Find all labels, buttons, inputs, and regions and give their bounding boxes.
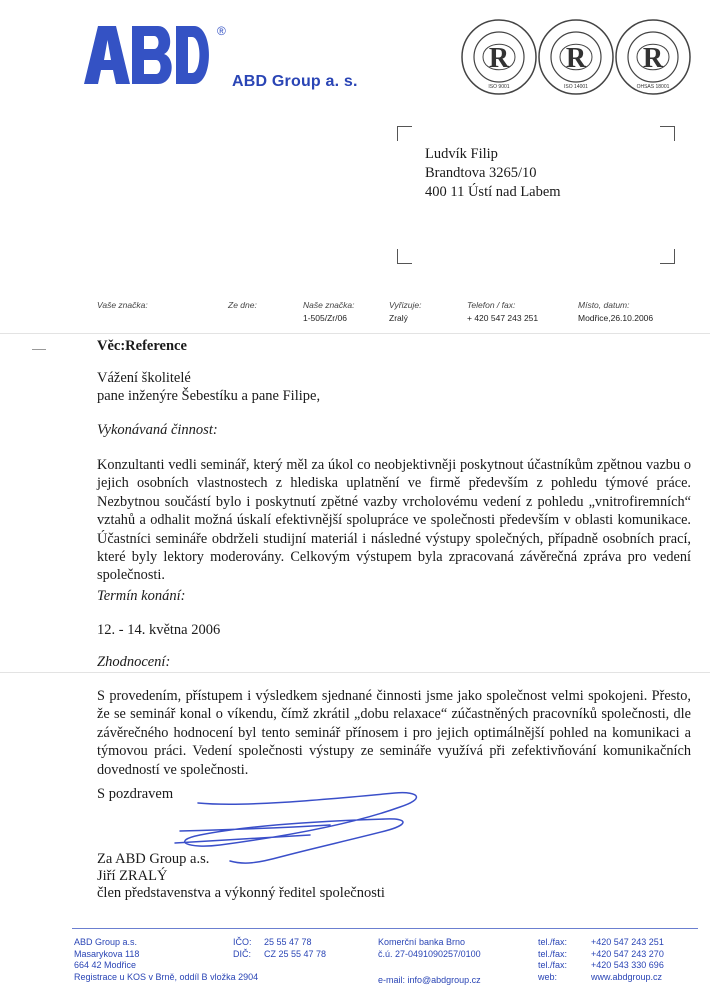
address-window-corner: [397, 126, 412, 141]
footer-tel-2: +420 547 243 270: [591, 948, 664, 959]
lloyds-register-seal-iso14001: [537, 18, 615, 96]
activity-heading: Vykonávaná činnost:: [97, 422, 218, 438]
footer-ids-values: [264, 937, 326, 960]
recipient-city: 400 11 Ústí nad Labem: [425, 184, 561, 200]
abd-logo: [78, 22, 228, 88]
footer-tel-1: +420 547 243 251: [591, 937, 664, 947]
svg-text:ISO 9001: ISO 9001: [488, 84, 510, 90]
footer-contact-values: [591, 937, 664, 983]
footer-tel-label: tel./fax:: [538, 948, 568, 959]
address-window-corner: [660, 249, 675, 264]
lloyds-register-seal-iso9001: [460, 18, 538, 96]
footer-web[interactable]: www.abdgroup.cz: [591, 971, 663, 982]
term-value: 12. - 14. května 2006: [97, 622, 221, 638]
signoff-company: Za ABD Group a.s.: [97, 851, 210, 867]
footer-tel-label: tel./fax:: [538, 937, 568, 947]
signoff-name: Jiří ZRALÝ: [97, 868, 168, 884]
phone-value: + 420 547 243 251: [467, 313, 539, 323]
registered-mark: ®: [217, 24, 226, 38]
fold-mark: [0, 672, 710, 673]
footer-ids-labels: [233, 937, 252, 960]
footer-contact-labels: [538, 937, 567, 983]
activity-paragraph: Konzultanti vedli seminář, který měl za úkol co neobjektivněji poskytnout účastníkům zpětnou vazbu o jejich osobních vlastnostech z hlediska uplatnění ve firmě především z pohledu týmové práce. Nezbytnou součástí bylo i poskytnutí zpětné vazby vrcholovému vedení z pohledu „vnitrofiremních“ vztahů a odhalit možná úskalí efektivnější spolupráce ve společnosti především v oblasti komunikace. Účastníci semináře obdrželi studijní materiál i následné výstupy společných, případně osobních prací, které byly lektory moderovány. Celkovým výstupem byla zpracovaná závěrečná zpráva pro vedení společnosti.: [97, 457, 691, 584]
our-ref-label: Naše značka:: [303, 300, 355, 310]
recipient-street: Brandtova 3265/10: [425, 165, 537, 181]
handled-by-label: Vyřizuje:: [389, 300, 422, 310]
handled-by-value: Zralý: [389, 313, 408, 323]
place-date-label: Místo, datum:: [578, 300, 630, 310]
our-ref-value: 1-505/Zr/06: [303, 313, 347, 323]
footer-dic-label: DIČ:: [233, 948, 251, 959]
footer-web-label: web:: [538, 971, 558, 982]
footer-rule: [72, 928, 698, 929]
salutation-line-2: pane inženýre Šebestíku a pane Filipe,: [97, 388, 321, 404]
footer-ico-label: IČO:: [233, 937, 252, 947]
salutation-line-1: Vážení školitelé: [97, 370, 191, 386]
svg-text:R: R: [488, 43, 510, 74]
footer-address-block: [74, 937, 258, 983]
signoff-role: člen představenstva a výkonný ředitel společnosti: [97, 885, 385, 901]
recipient-address: [425, 145, 561, 202]
footer-account: č.ú. 27-0491090257/0100: [378, 948, 481, 959]
lloyds-register-seal-ohsas18001: [614, 18, 692, 96]
fold-line: [0, 333, 710, 334]
closing: S pozdravem: [97, 786, 174, 802]
evaluation-heading: Zhodnocení:: [97, 654, 171, 670]
svg-text:OHSAS 18001: OHSAS 18001: [636, 84, 670, 90]
footer-company: ABD Group a.s.: [74, 937, 138, 947]
place-date-value: Modřice,26.10.2006: [578, 313, 654, 323]
footer-tel-label: tel./fax:: [538, 960, 568, 970]
svg-text:R: R: [565, 43, 587, 74]
footer-ico-value: 25 55 47 78: [264, 937, 312, 947]
footer-street: Masarykova 118: [74, 948, 140, 959]
fold-mark: [32, 349, 46, 350]
term-heading: Termín konání:: [97, 588, 186, 604]
company-name: ABD Group a. s.: [232, 73, 358, 90]
recipient-name: Ludvík Filip: [425, 146, 498, 162]
address-window-corner: [660, 126, 675, 141]
your-ref-label: Vaše značka:: [97, 300, 148, 310]
footer-tel-3: +420 543 330 696: [591, 960, 664, 970]
footer-email[interactable]: e-mail: info@abdgroup.cz: [378, 975, 481, 985]
date-from-label: Ze dne:: [228, 300, 257, 310]
footer-dic-value: CZ 25 55 47 78: [264, 948, 327, 959]
footer-registry: Registrace u KOS v Brně, oddíl B vložka 2904: [74, 971, 259, 982]
svg-text:R: R: [642, 43, 664, 74]
footer-bank: Komerční banka Brno: [378, 937, 466, 947]
footer-bank-block: [378, 937, 481, 960]
address-window-corner: [397, 249, 412, 264]
svg-text:ISO 14001: ISO 14001: [564, 84, 588, 90]
footer-city: 664 42 Modřice: [74, 960, 137, 970]
phone-label: Telefon / fax:: [467, 300, 516, 310]
evaluation-paragraph: S provedením, přístupem i výsledkem sjednané činnosti jsme jako společnost velmi spokojeni. Přesto, že se seminář konal o víkendu, čímž zkrátil „dobu relaxace“ zúčastněných pracovníků společnosti, dle závěrečného hodnocení byl tento seminář přínosem i pro jejich optimálnější pohled na komunikaci a týmovou práci. Vedení společnosti výstupy ze semináře využívá při zefektivňování komunikačních dovedností ve společnosti.: [97, 688, 691, 778]
letter-subject: Věc:Reference: [97, 338, 187, 354]
